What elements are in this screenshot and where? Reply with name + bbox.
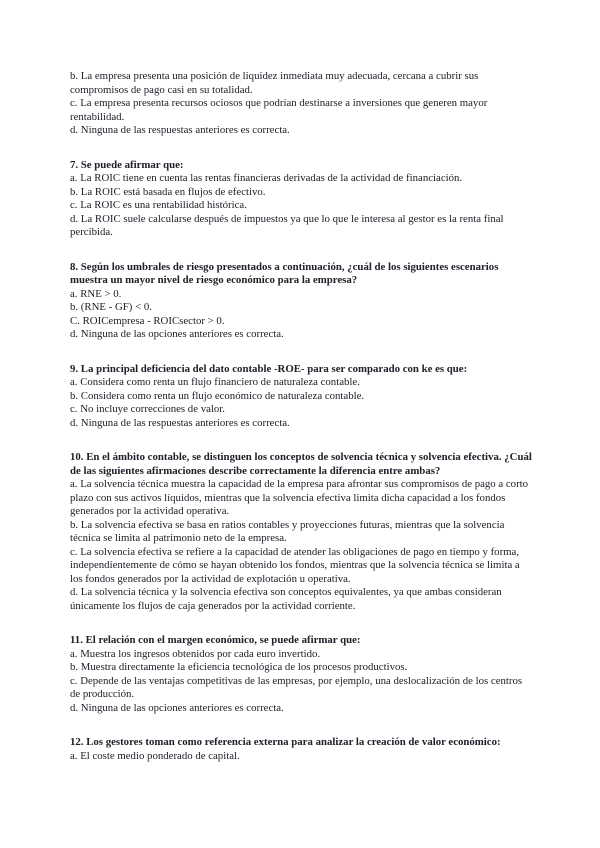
answer-option: a. La ROIC tiene en cuenta las rentas financieras derivadas de la actividad de financiación.	[70, 172, 463, 184]
answer-option: a. RNE > 0.	[70, 287, 122, 300]
answer-option: a. La solvencia técnica muestra la capacidad de la empresa para afrontar sus compromisos de pago a corto plazo con sus activos líquidos, mientras que la solvencia efectiva limita dicha capacidad a los fondos generados por la actividad operativa.	[70, 478, 529, 517]
answer-option: b. (RNE - GF) < 0.	[70, 301, 152, 313]
answer-option: d. La ROIC suele calcularse después de impuestos ya que lo que le interesa al gestor es la renta final percibida.	[70, 212, 504, 238]
question-block	[70, 736, 534, 763]
question-block	[70, 363, 534, 431]
answer-option: c. La ROIC es una rentabilidad histórica.	[70, 199, 247, 211]
question-title: 12. Los gestores toman como referencia externa para analizar la creación de valor económico:	[70, 736, 501, 748]
answer-option: C. ROICempresa - ROICsector > 0.	[70, 314, 225, 327]
question-block	[70, 451, 534, 613]
question-title: 11. El relación con el margen económico, se puede afirmar que:	[70, 634, 361, 646]
answer-option: c. No incluye correcciones de valor.	[70, 403, 225, 415]
answer-option: b. Considera como renta un flujo económico de naturaleza contable.	[70, 389, 365, 402]
question-title: 7. Se puede afirmar que:	[70, 158, 184, 171]
answer-option: d. Ninguna de las opciones anteriores es correcta.	[70, 701, 284, 714]
answer-option: b. La ROIC está basada en flujos de efectivo.	[70, 185, 266, 198]
answer-option: d. Ninguna de las opciones anteriores es correcta.	[70, 328, 284, 340]
answer-option: a. Muestra los ingresos obtenidos por cada euro invertido.	[70, 647, 321, 660]
answer-option: d. Ninguna de las respuestas anteriores es correcta.	[70, 416, 290, 429]
answer-option: b. La solvencia efectiva se basa en ratios contables y proyecciones futuras, mientras que la solvencia técnica se limita al patrimonio neto de la empresa.	[70, 518, 505, 544]
carryover-option: c. La empresa presenta recursos ociosos que podrían destinarse a inversiones que generen mayor rentabilidad.	[70, 97, 488, 123]
question-block	[70, 261, 534, 342]
question-block	[70, 159, 534, 240]
carryover-option: b. La empresa presenta una posición de liquidez inmediata muy adecuada, cercana a cubrir sus compromisos de pago casi en su totalidad.	[70, 70, 479, 96]
question-title: 9. La principal deficiencia del dato contable -ROE- para ser comparado con ke es que:	[70, 362, 468, 375]
question-block	[70, 634, 534, 715]
answer-option: a. Considera como renta un flujo financiero de naturaleza contable.	[70, 376, 360, 388]
answer-option: b. Muestra directamente la eficiencia tecnológica de los procesos productivos.	[70, 661, 408, 673]
answer-option: c. Depende de las ventajas competitivas de las empresas, por ejemplo, una deslocalización de los centros de producción.	[70, 674, 523, 700]
question-title: 8. Según los umbrales de riesgo presentados a continuación, ¿cuál de los siguientes escenarios muestra un mayor nivel de riesgo económico para la empresa?	[70, 260, 499, 286]
document-content	[70, 70, 534, 763]
answer-option: c. La solvencia efectiva se refiere a la capacidad de atender las obligaciones de pago en tiempo y forma, independientemente de cómo se hayan obtenido los fondos, mientras que la solvencia técnica se limita a los fondos generados por la actividad de explotación u operativa.	[70, 545, 520, 585]
answer-option: d. La solvencia técnica y la solvencia efectiva son conceptos equivalentes, ya que ambas consideran únicamente los flujos de caja generados por la actividad corriente.	[70, 586, 502, 612]
answer-option: a. El coste medio ponderado de capital.	[70, 749, 240, 762]
question-title: 10. En el ámbito contable, se distinguen los conceptos de solvencia técnica y solvencia efectiva. ¿Cuál de las siguientes afirmaciones describe correctamente la diferencia entre ambas?	[70, 451, 532, 477]
carryover-option: d. Ninguna de las respuestas anteriores es correcta.	[70, 124, 290, 136]
